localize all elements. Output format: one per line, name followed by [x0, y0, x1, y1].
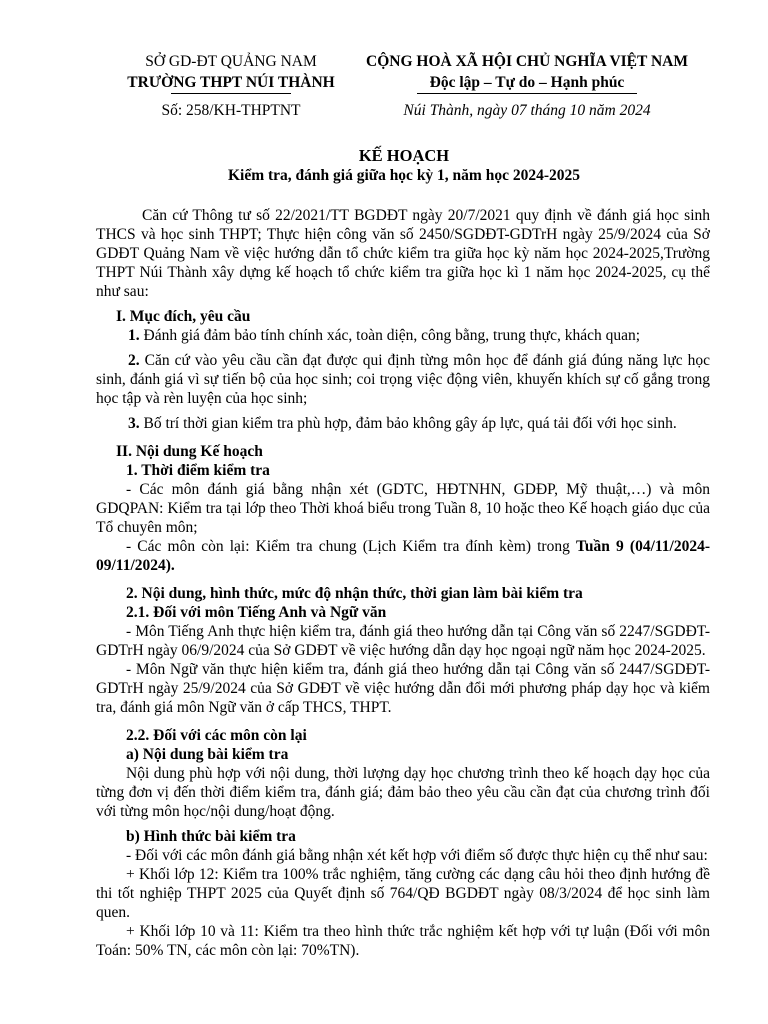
department-name: SỞ GD-ĐT QUẢNG NAM: [145, 53, 317, 70]
document-title: KẾ HOẠCH: [358, 146, 450, 165]
section-2-2-1-heading: 2.1. Đối với môn Tiếng Anh và Ngữ văn: [126, 604, 387, 621]
purpose-item-1: [96, 326, 710, 345]
item-number: 1.: [128, 327, 140, 344]
literature-paragraph: - Môn Ngữ văn thực hiện kiểm tra, đánh giá theo hướng dẫn tại Công văn số 2447/SGDĐT-GDTrH ngày 25/9/2024 của Sở GDĐT về việc hướng dẫn đổi mới phương pháp dạy học và kiểm tra, đánh giá môn Ngữ văn ở cấp THCS, THPT.: [96, 661, 710, 716]
format-paragraph-grade-12: + Khối lớp 12: Kiểm tra 100% trắc nghiệm, tăng cường các dạng câu hỏi theo định hướng đề thi tốt nghiệp THPT 2025 của Quyết định số 764/QĐ BGDĐT ngày 08/3/2024 để học sinh làm quen.: [96, 866, 710, 921]
country-name: CỘNG HOÀ XÃ HỘI CHỦ NGHĨA VIỆT NAM: [366, 53, 688, 70]
item-number: 2.: [128, 352, 140, 369]
document-number: Số: 258/KH-THPTNT: [161, 102, 301, 119]
document-subtitle: Kiểm tra, đánh giá giữa học kỳ 1, năm học 2024-2025: [227, 167, 581, 184]
time-paragraph-1: - Các môn đánh giá bằng nhận xét (GDTC, HĐTNHN, GDĐP, Mỹ thuật,…) và môn GDQPAN: Kiểm tra tại lớp theo Thời khoá biểu trong Tuần 8, 10 hoặc theo Kế hoạch giáo dục của Tổ chuyên môn;: [96, 481, 710, 536]
section-2-2-heading: 2. Nội dung, hình thức, mức độ nhận thức, thời gian làm bài kiểm tra: [126, 585, 583, 602]
national-motto-block: [342, 51, 712, 94]
item-text: Bố trí thời gian kiểm tra phù hợp, đảm bảo không gây áp lực, quá tải đối với học sinh.: [139, 415, 677, 432]
english-paragraph: - Môn Tiếng Anh thực hiện kiểm tra, đánh giá theo hướng dẫn tại Công văn số 2247/SGDĐT-GDTrH ngày 06/9/2024 của Sở GDĐT về việc hướng dẫn dạy học ngoại ngữ năm học 2024-2025.: [96, 623, 710, 659]
content-heading: a) Nội dung bài kiểm tra: [126, 746, 289, 763]
document-body: [96, 206, 710, 960]
school-name: TRƯỜNG THPT NÚI THÀNH: [127, 74, 335, 91]
item-text: Đánh giá đảm bảo tính chính xác, toàn diện, công bằng, trung thực, khách quan;: [139, 327, 641, 344]
section-2-heading: II. Nội dung Kế hoạch: [116, 443, 263, 460]
purpose-item-2: [96, 351, 710, 408]
item-text: Căn cứ vào yêu cầu cần đạt được qui định từng môn học để đánh giá đúng năng lực học sinh, đánh giá vì sự tiến bộ của học sinh; coi trọng việc động viên, khuyến khích sự cố gắng trong học tập và rèn luyện của học sinh;: [96, 352, 710, 407]
intro-paragraph: Căn cứ Thông tư số 22/2021/TT BGDĐT ngày 20/7/2021 quy định về đánh giá học sinh THCS và học sinh THPT; Thực hiện công văn số 2450/SGDĐT-GDTrH ngày 25/9/2024 của Sở GDĐT Quảng Nam về việc hướng dẫn tổ chức kiểm tra giữa học kỳ năm học 2024-2025,Trường THPT Núi Thành xây dựng kế hoạch tổ chức kiểm tra giữa học kì 1 năm học 2024-2025, cụ thể như sau:: [96, 207, 710, 300]
section-1-heading: I. Mục đích, yêu cầu: [116, 308, 251, 325]
document-title-block: [96, 146, 712, 186]
item-number: 3.: [128, 415, 140, 432]
exam-week: Tuần 9 (04/11/2024-09/11/2024).: [96, 538, 710, 574]
motto-underline: [417, 93, 637, 94]
format-paragraph-grade-10-11: + Khối lớp 10 và 11: Kiểm tra theo hình thức trắc nghiệm kết hợp với tự luận (Đối với môn Toán: 50% TN, các môn còn lại: 70%TN).: [96, 923, 710, 959]
national-motto: Độc lập – Tự do – Hạnh phúc: [429, 74, 625, 91]
time-paragraph-2: [96, 537, 710, 575]
section-2-1-heading: 1. Thời điểm kiểm tra: [126, 462, 270, 479]
document-date: Núi Thành, ngày 07 tháng 10 năm 2024: [403, 102, 651, 119]
issuer-block: [96, 51, 366, 94]
section-2-2-2-heading: 2.2. Đối với các môn còn lại: [126, 727, 307, 744]
issuer-underline: [171, 93, 291, 94]
time-text: - Các môn còn lại: Kiểm tra chung (Lịch Kiểm tra đính kèm) trong: [126, 538, 576, 555]
content-paragraph: Nội dung phù hợp với nội dung, thời lượng dạy học chương trình theo kế hoạch dạy học của từng đơn vị đến thời điểm kiểm tra, đánh giá; đảm bảo theo yêu cầu cần đạt của chương trình đối với từng môn học/nội dung/hoạt động.: [96, 765, 710, 820]
format-heading: b) Hình thức bài kiểm tra: [126, 828, 296, 845]
purpose-item-3: [96, 414, 710, 433]
format-paragraph-1: - Đối với các môn đánh giá bằng nhận xét kết hợp với điểm số được thực hiện cụ thể như sau:: [126, 847, 708, 864]
